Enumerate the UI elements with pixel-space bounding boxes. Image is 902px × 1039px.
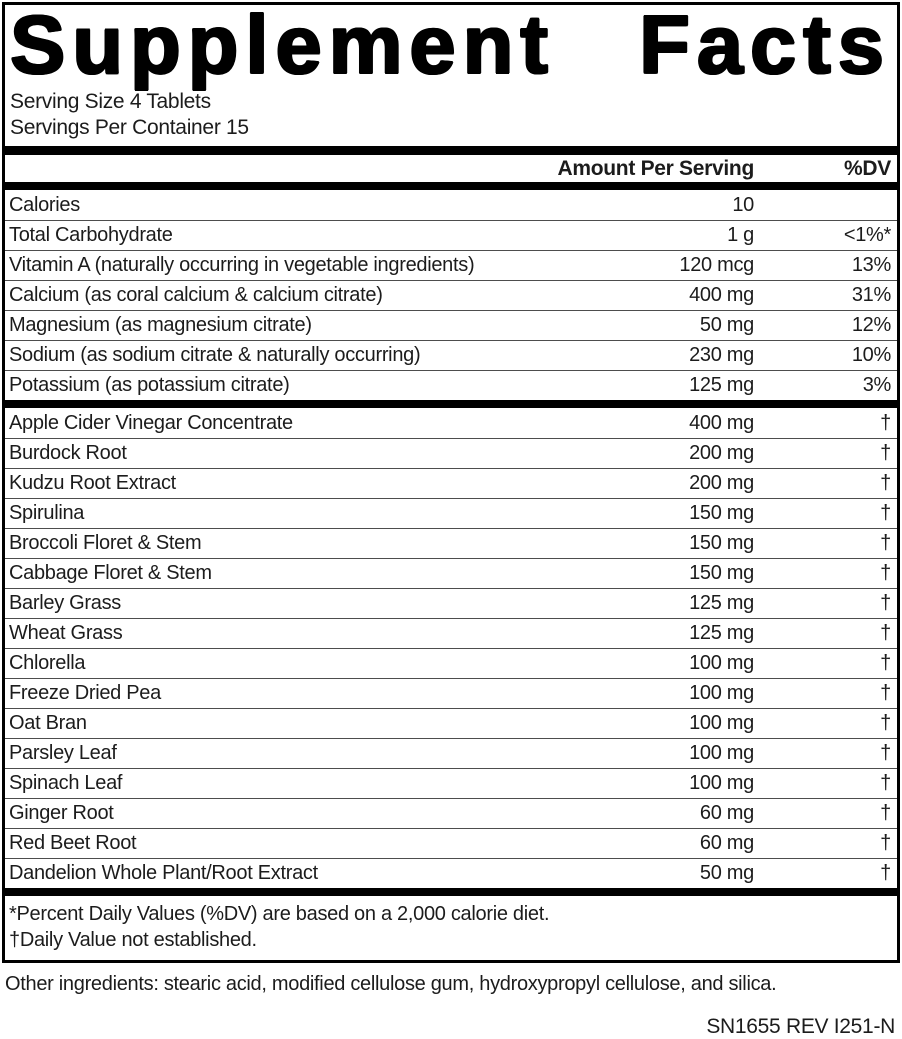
ingredient-dv: † <box>880 442 891 464</box>
nutrient-name: Total Carbohydrate <box>9 224 173 246</box>
divider-bar-top <box>5 146 897 155</box>
table-row <box>5 220 897 250</box>
product-code: SN1655 REV I251-N <box>706 1015 895 1038</box>
nutrient-amount: 10 <box>732 193 754 216</box>
nutrient-amount: 400 mg <box>689 284 754 306</box>
ingredient-name: Broccoli Floret & Stem <box>9 532 202 554</box>
table-row <box>5 738 897 768</box>
ingredient-amount: 200 mg <box>689 472 754 494</box>
table-row <box>5 558 897 588</box>
table-row <box>5 618 897 648</box>
table-row <box>5 370 897 400</box>
ingredient-amount: 400 mg <box>689 411 754 434</box>
ingredient-dv: † <box>880 622 891 644</box>
ingredient-dv: † <box>880 592 891 614</box>
ingredient-amount: 125 mg <box>689 592 754 614</box>
ingredient-amount: 200 mg <box>689 442 754 464</box>
ingredient-name: Cabbage Floret & Stem <box>9 562 212 584</box>
ingredient-amount: 150 mg <box>689 532 754 554</box>
ingredient-dv: † <box>880 532 891 554</box>
ingredient-amount: 125 mg <box>689 622 754 644</box>
nutrient-amount: 230 mg <box>689 344 754 366</box>
ingredient-name: Spirulina <box>9 502 85 524</box>
ingredient-name: Wheat Grass <box>9 622 123 644</box>
title-word-facts: Facts <box>639 0 891 91</box>
ingredient-name: Red Beet Root <box>9 832 137 854</box>
ingredient-name: Barley Grass <box>9 592 121 614</box>
footnote-percent-dv: *Percent Daily Values (%DV) are based on a 2,000 calorie diet. <box>9 903 550 925</box>
amount-per-serving-header: Amount Per Serving <box>557 156 754 180</box>
divider-bar-bottom <box>5 888 897 896</box>
table-row <box>5 250 897 280</box>
serving-size-text: Serving Size 4 Tablets <box>10 90 211 113</box>
nutrient-amount: 50 mg <box>699 314 754 336</box>
panel-title <box>5 0 897 91</box>
other-ingredients-text: Other ingredients: stearic acid, modified cellulose gum, hydroxypropyl cellulose, and silica. <box>5 973 777 995</box>
nutrient-dv: 10% <box>851 344 891 366</box>
nutrient-name: Vitamin A (naturally occurring in vegetable ingredients) <box>9 254 475 276</box>
table-row <box>5 678 897 708</box>
supplement-facts-panel <box>2 2 900 963</box>
table-row <box>5 408 897 438</box>
ingredient-amount: 100 mg <box>689 652 754 674</box>
ingredient-dv: † <box>880 411 891 434</box>
nutrient-name: Calcium (as coral calcium & calcium citrate) <box>9 284 383 306</box>
nutrient-amount: 125 mg <box>689 374 754 396</box>
ingredient-dv: † <box>880 562 891 584</box>
table-row <box>5 190 897 220</box>
nutrient-name: Calories <box>9 193 80 216</box>
table-row <box>5 768 897 798</box>
table-row <box>5 858 897 888</box>
nutrient-name: Potassium (as potassium citrate) <box>9 374 290 396</box>
ingredient-amount: 60 mg <box>699 802 754 824</box>
ingredient-name: Freeze Dried Pea <box>9 682 161 704</box>
nutrient-dv: <1%* <box>843 224 891 246</box>
ingredient-dv: † <box>880 742 891 764</box>
ingredient-name: Ginger Root <box>9 802 114 824</box>
percent-dv-header: %DV <box>844 156 891 180</box>
table-row <box>5 438 897 468</box>
ingredient-amount: 100 mg <box>689 742 754 764</box>
ingredient-amount: 60 mg <box>699 832 754 854</box>
nutrient-dv: 31% <box>851 284 891 306</box>
ingredient-name: Apple Cider Vinegar Concentrate <box>9 411 293 434</box>
table-row <box>5 468 897 498</box>
table-row <box>5 280 897 310</box>
nutrient-name: Sodium (as sodium citrate & naturally occurring) <box>9 344 421 366</box>
ingredient-name: Chlorella <box>9 652 86 674</box>
title-word-supplement: Supplement <box>10 0 555 91</box>
divider-bar-mid <box>5 400 897 408</box>
ingredient-name: Parsley Leaf <box>9 742 117 764</box>
table-row <box>5 648 897 678</box>
ingredient-dv: † <box>880 772 891 794</box>
footnotes <box>5 896 897 960</box>
ingredient-dv: † <box>880 862 891 884</box>
ingredient-amount: 150 mg <box>689 562 754 584</box>
column-headers <box>5 155 897 182</box>
nutrient-dv: 13% <box>851 254 891 276</box>
nutrient-rows <box>5 190 897 400</box>
nutrient-dv: 12% <box>851 314 891 336</box>
ingredient-dv: † <box>880 502 891 524</box>
ingredient-amount: 100 mg <box>689 772 754 794</box>
table-row <box>5 828 897 858</box>
ingredient-amount: 150 mg <box>689 502 754 524</box>
ingredient-dv: † <box>880 682 891 704</box>
table-row <box>5 528 897 558</box>
ingredient-dv: † <box>880 652 891 674</box>
ingredient-name: Spinach Leaf <box>9 772 123 794</box>
ingredient-dv: † <box>880 472 891 494</box>
ingredient-dv: † <box>880 832 891 854</box>
nutrient-name: Magnesium (as magnesium citrate) <box>9 314 312 336</box>
serving-info <box>5 83 897 146</box>
ingredient-amount: 100 mg <box>689 682 754 704</box>
divider-bar-under-header <box>5 182 897 190</box>
nutrient-amount: 120 mcg <box>679 254 754 276</box>
table-row <box>5 498 897 528</box>
footnote-daily-value: †Daily Value not established. <box>9 929 257 951</box>
table-row <box>5 798 897 828</box>
ingredient-name: Oat Bran <box>9 712 87 734</box>
table-row <box>5 588 897 618</box>
ingredient-name: Dandelion Whole Plant/Root Extract <box>9 862 318 884</box>
table-row <box>5 708 897 738</box>
nutrient-dv: 3% <box>862 374 891 396</box>
ingredient-name: Burdock Root <box>9 442 127 464</box>
ingredient-dv: † <box>880 802 891 824</box>
ingredient-name: Kudzu Root Extract <box>9 472 176 494</box>
nutrient-amount: 1 g <box>727 224 754 246</box>
ingredient-amount: 100 mg <box>689 712 754 734</box>
ingredient-dv: † <box>880 712 891 734</box>
botanical-rows <box>5 408 897 888</box>
ingredient-amount: 50 mg <box>699 862 754 884</box>
servings-per-container-text: Servings Per Container 15 <box>10 116 249 139</box>
table-row <box>5 340 897 370</box>
table-row <box>5 310 897 340</box>
